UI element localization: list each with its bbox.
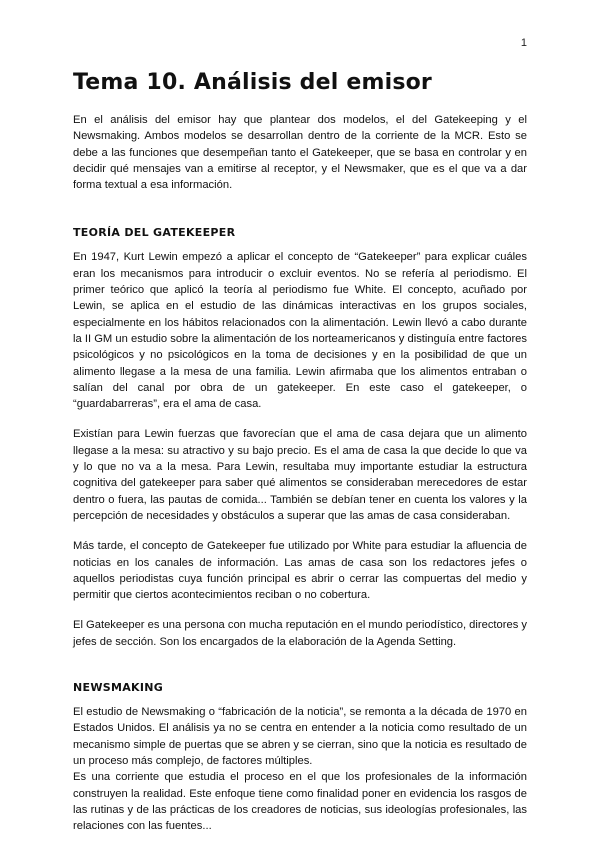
gatekeeper-paragraph: El Gatekeeper es una persona con mucha reputación en el mundo periodístico, directores y jefes de sección. Son los encargados de la elaboración de la Agenda Setting. xyxy=(73,619,527,648)
gatekeeper-paragraph: En 1947, Kurt Lewin empezó a aplicar el concepto de “Gatekeeper” para explicar cuáles eran los mecanismos para introducir o excluir eventos. No se refería al periodismo. El primer teórico que aplicó la teoría al periodismo fue White. El concepto, acuñado por Lewin, se aplica en el estudio de las dinámicas interactivas en los grupos sociales, especialmente en los hábitos relacionados con la alimentación. Lewin llevó a cabo durante la II GM un estudio sobre la alimentación de los norteamericanos y distinguía entre factores psicológicos y no psicológicos en la toma de decisiones y en la posibilidad de que un alimento llegase a la mesa de una familia. Lewin afirmaba que los alimentos entraban o salían del canal por obra de un gatekeeper. En este caso el gatekeeper, o “guardabarreras”, era el ama de casa. xyxy=(73,251,527,411)
newsmaking-paragraph: El estudio de Newsmaking o “fabricación de la noticia”, se remonta a la década de 1970 en Estados Unidos. El análisis ya no se centra en entender a la noticia como resultado de un mecanismo simple de puertas que se abren y se cierran, sino que la noticia es resultado de un proceso más complejo, de factores múltiples. xyxy=(73,706,527,767)
newsmaking-section xyxy=(73,681,527,834)
newsmaking-heading: NEWSMAKING xyxy=(73,681,164,695)
intro-paragraph: En el análisis del emisor hay que plantear dos modelos, el del Gatekeeping y el Newsmaking. Ambos modelos se desarrollan dentro de la corriente de la MCR. Esto se debe a las funciones que desempeñan tanto el Gatekeeper, que se basa en controlar y en decidir qué mensajes van a emitirse al receptor, y el Newsmaker, que es el que va a dar forma textual a esa información. xyxy=(73,114,527,192)
document-body xyxy=(73,70,527,834)
newsmaking-paragraph: Es una corriente que estudia el proceso en el que los profesionales de la información construyen la realidad. Este enfoque tiene como finalidad poner en evidencia los rasgos de las rutinas y de las prácticas de los creadores de noticias, sus ideologías profesionales, las relaciones con las fuentes... xyxy=(73,771,527,833)
gatekeeper-paragraph: Más tarde, el concepto de Gatekeeper fue utilizado por White para estudiar la afluencia de noticias en los canales de información. Las amas de casa son los redactores jefes o aquellos periodistas cuya función principal es abrir o cerrar las compuertas del medio y permitir que ciertos acontecimientos reciban o no cobertura. xyxy=(73,540,527,602)
page-number: 1 xyxy=(520,37,527,49)
gatekeeper-heading: TEORÍA DEL GATEKEEPER xyxy=(73,226,236,240)
gatekeeper-paragraph: Existían para Lewin fuerzas que favorecían que el ama de casa dejara que un alimento llegase a la mesa: su atractivo y su bajo precio. Es el ama de casa la que decide lo que va y lo que no va a la mesa. Para Lewin, resultaba muy importante estudiar la estructura cognitiva del gatekeeper para saber qué alimentos se consideraban merecedores de estar dentro o fuera, las pautas de comida... También se debían tener en cuenta los valores y la percepción de necesidades y obstáculos a superar que las amas de casa consideraban. xyxy=(73,428,527,522)
page-title: Tema 10. Análisis del emisor xyxy=(73,70,432,95)
gatekeeper-section xyxy=(73,226,527,650)
